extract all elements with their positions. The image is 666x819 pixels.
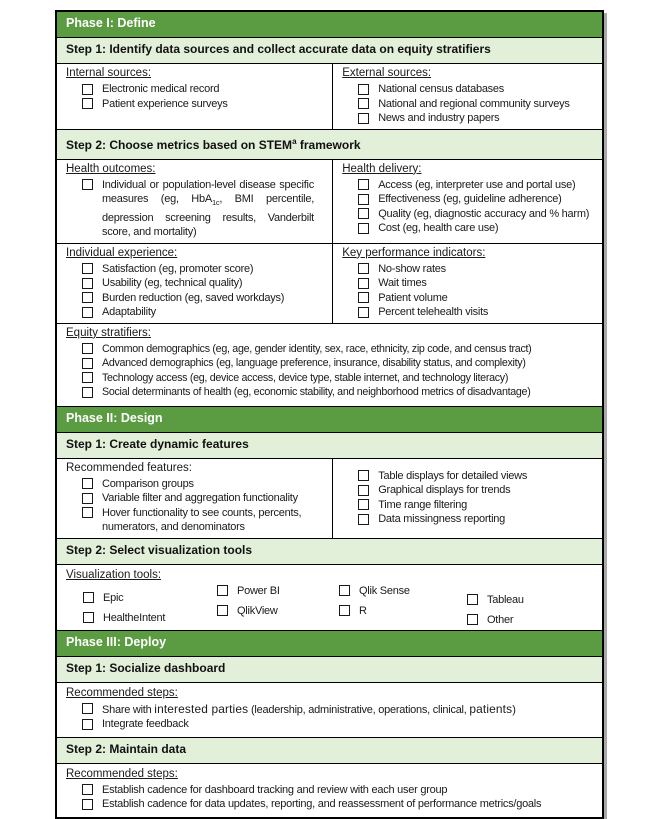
item-text: , BMI percentile, depression screening results, Vanderbilt score, and mortality) xyxy=(102,193,314,239)
item-label: Access (eg, interpreter use and portal use) xyxy=(378,178,576,191)
item-label xyxy=(102,178,314,240)
item-label: R xyxy=(359,604,367,617)
phase-2-step-1-header: Step 1: Create dynamic features xyxy=(57,433,602,459)
item-label xyxy=(102,702,516,718)
checkbox-icon[interactable] xyxy=(82,784,93,795)
checklist-item xyxy=(340,111,597,126)
checkbox-icon[interactable] xyxy=(82,292,93,303)
phase-3-step-1-header: Step 1: Socialize dashboard xyxy=(57,657,602,683)
item-label: Wait times xyxy=(378,277,427,290)
checklist-item xyxy=(64,276,327,291)
checklist-item xyxy=(64,342,597,357)
checkbox-icon[interactable] xyxy=(217,605,228,616)
checkbox-icon[interactable] xyxy=(358,485,369,496)
checklist-item xyxy=(64,371,597,386)
external-sources-heading: External sources: xyxy=(342,67,432,79)
checkbox-icon[interactable] xyxy=(358,514,369,525)
checklist-item xyxy=(217,581,280,601)
visualization-tools-heading: Visualization tools: xyxy=(66,568,162,581)
checklist-item xyxy=(64,717,597,732)
checkbox-icon[interactable] xyxy=(82,84,93,95)
checkbox-icon[interactable] xyxy=(339,605,350,616)
checklist-item xyxy=(340,512,597,527)
item-label: Tableau xyxy=(487,593,524,606)
item-label: Establish cadence for data updates, reporting, and reassessment of performance metrics/goals xyxy=(102,798,542,811)
phase-1-step-2-header xyxy=(57,130,602,160)
checklist-item xyxy=(339,581,410,601)
item-label: Percent telehealth visits xyxy=(378,306,489,319)
maintain-data-row xyxy=(57,764,602,817)
checklist-item xyxy=(64,783,597,798)
dashboard-checklist-table xyxy=(55,10,604,819)
item-label: Effectiveness (eg, guideline adherence) xyxy=(378,193,562,205)
checkbox-icon[interactable] xyxy=(358,470,369,481)
item-label: Technology access (eg, device access, device type, stable internet, and technology literacy) xyxy=(102,371,509,384)
checkbox-icon[interactable] xyxy=(82,98,93,109)
item-label: Advanced demographics (eg, language preference, insurance, disability status, and complexity) xyxy=(102,357,526,370)
item-label: Quality (eg, diagnostic accuracy and % harm) xyxy=(378,207,590,220)
key-performance-indicators-cell xyxy=(332,244,602,323)
item-label: Other xyxy=(487,613,514,626)
data-sources-row xyxy=(57,64,602,130)
checkbox-icon[interactable] xyxy=(339,585,350,596)
item-label: Epic xyxy=(103,591,124,604)
item-text: (leadership, administrative, operations, clinical, xyxy=(248,703,470,716)
checkbox-icon[interactable] xyxy=(82,719,93,730)
checkbox-icon[interactable] xyxy=(358,307,369,318)
item-label: Comparison groups xyxy=(102,477,194,490)
recommended-steps-heading: Recommended steps: xyxy=(66,767,178,780)
internal-sources-cell xyxy=(57,64,332,129)
checkbox-icon[interactable] xyxy=(217,585,228,596)
checklist-item xyxy=(64,491,327,506)
item-label: Graphical displays for trends xyxy=(378,484,511,497)
checklist-item xyxy=(340,483,597,498)
equity-stratifiers-row xyxy=(57,324,602,407)
item-label: Usability (eg, technical quality) xyxy=(102,277,243,290)
checkbox-icon[interactable] xyxy=(82,263,93,274)
item-label: National census databases xyxy=(378,83,505,95)
checklist-item xyxy=(64,305,327,320)
item-label: Variable filter and aggregation functionality xyxy=(102,492,298,505)
item-label: QlikView xyxy=(237,604,278,617)
checklist-item xyxy=(340,305,597,320)
tools-column-2 xyxy=(217,581,280,621)
checklist-item xyxy=(340,291,597,306)
checklist-item xyxy=(340,97,597,112)
item-label: Patient volume xyxy=(378,291,448,304)
checkbox-icon[interactable] xyxy=(358,278,369,289)
checklist-item xyxy=(83,588,165,608)
item-text: ) xyxy=(512,703,516,716)
step-title-text: framework xyxy=(296,137,361,152)
checklist-item xyxy=(340,498,597,513)
item-label: News and industry papers xyxy=(378,112,500,124)
checkbox-icon[interactable] xyxy=(82,343,93,354)
item-label: Cost (eg, health care use) xyxy=(378,222,499,234)
checkbox-icon[interactable] xyxy=(82,799,93,810)
checkbox-icon[interactable] xyxy=(82,179,93,190)
socialize-dashboard-row xyxy=(57,683,602,738)
checkbox-icon[interactable] xyxy=(82,507,93,518)
checkbox-icon[interactable] xyxy=(358,98,369,109)
checklist-item xyxy=(340,469,597,484)
item-label: Qlik Sense xyxy=(359,584,410,597)
checkbox-icon[interactable] xyxy=(358,113,369,124)
item-label: Burden reduction (eg, saved workdays) xyxy=(102,291,285,304)
checklist-item xyxy=(340,262,597,277)
recommended-features-heading: Recommended features: xyxy=(66,461,192,474)
item-label: National and regional community surveys xyxy=(378,97,570,110)
checklist-item xyxy=(64,385,597,400)
checklist-item xyxy=(340,178,597,193)
phase-2-step-2-header: Step 2: Select visualization tools xyxy=(57,539,602,565)
checklist-item xyxy=(64,178,327,240)
internal-sources-heading: Internal sources: xyxy=(66,67,152,79)
tools-column-1 xyxy=(83,588,165,628)
item-label: No-show rates xyxy=(378,262,446,275)
phase-1-step-1-header: Step 1: Identify data sources and collect accurate data on equity stratifiers xyxy=(57,38,602,64)
checklist-item xyxy=(64,506,327,535)
phase-1-header: Phase I: Define xyxy=(57,12,602,38)
checklist-item xyxy=(64,356,597,371)
checkbox-icon[interactable] xyxy=(358,208,369,219)
checkbox-icon[interactable] xyxy=(82,307,93,318)
health-delivery-heading: Health delivery: xyxy=(342,162,422,175)
key-performance-indicators-heading: Key performance indicators: xyxy=(342,246,486,259)
checklist-item xyxy=(340,207,597,222)
visualization-tools-row xyxy=(57,565,602,631)
item-text: Share with xyxy=(102,703,155,716)
maintain-steps-cell xyxy=(57,764,602,817)
item-label: Table displays for detailed views xyxy=(378,469,528,482)
checkbox-icon[interactable] xyxy=(358,499,369,510)
item-text-alt-font: interested parties xyxy=(154,701,249,716)
individual-experience-cell xyxy=(57,244,332,323)
health-delivery-cell xyxy=(332,160,602,243)
item-text: Individual or population-level disease specific measures (eg, HbA xyxy=(102,178,314,205)
checkbox-icon[interactable] xyxy=(82,387,93,398)
item-label: Establish cadence for dashboard tracking and review with each user group xyxy=(102,783,448,796)
phase-2-header: Phase II: Design xyxy=(57,407,602,433)
item-label: Patient experience surveys xyxy=(102,97,228,110)
checklist-item xyxy=(64,262,327,277)
item-label: Common demographics (eg, age, gender identity, sex, race, ethnicity, zip code, and census tract) xyxy=(102,342,532,355)
dynamic-features-row xyxy=(57,459,602,539)
checkbox-icon[interactable] xyxy=(467,614,478,625)
item-label: Satisfaction (eg, promoter score) xyxy=(102,262,254,275)
individual-experience-heading: Individual experience: xyxy=(66,246,178,259)
recommended-features-cell xyxy=(57,459,332,538)
checkbox-icon[interactable] xyxy=(83,592,94,603)
checkbox-icon[interactable] xyxy=(83,612,94,623)
checkbox-icon[interactable] xyxy=(358,194,369,205)
checkbox-icon[interactable] xyxy=(358,84,369,95)
checkbox-icon[interactable] xyxy=(82,358,93,369)
checkbox-icon[interactable] xyxy=(82,478,93,489)
item-label: Social determinants of health (eg, economic stability, and neighborhood metrics of disadvantage) xyxy=(102,386,531,399)
tools-column-4 xyxy=(467,590,524,630)
footnote-marker: a xyxy=(292,136,297,146)
checklist-item xyxy=(83,608,165,628)
tools-column-3 xyxy=(339,581,410,621)
checkbox-icon[interactable] xyxy=(358,263,369,274)
checklist-item xyxy=(467,610,524,630)
checkbox-icon[interactable] xyxy=(467,594,478,605)
checkbox-icon[interactable] xyxy=(82,278,93,289)
item-label: Time range filtering xyxy=(378,498,467,511)
checklist-item xyxy=(64,477,327,492)
checkbox-icon[interactable] xyxy=(82,493,93,504)
checklist-item xyxy=(340,192,597,207)
checklist-item xyxy=(64,291,327,306)
item-label: Data missingness reporting xyxy=(378,513,506,526)
checklist-item xyxy=(64,82,327,97)
checkbox-icon[interactable] xyxy=(358,179,369,190)
subscript-text: 1c xyxy=(211,198,220,208)
health-outcomes-heading: Health outcomes: xyxy=(66,162,156,175)
checklist-item xyxy=(64,797,597,812)
item-label: Hover functionality to see counts, percents, numerators, and denominators xyxy=(102,506,302,534)
display-features-cell xyxy=(332,459,602,538)
item-text-alt-font: patients xyxy=(469,701,513,716)
item-label: Integrate feedback xyxy=(102,718,189,731)
checkbox-icon[interactable] xyxy=(358,292,369,303)
checkbox-icon[interactable] xyxy=(82,372,93,383)
checklist-item xyxy=(217,601,280,621)
step-title-text: Step 2: Choose metrics based on STEM xyxy=(66,137,293,152)
phase-3-header: Phase III: Deploy xyxy=(57,631,602,657)
checklist-item xyxy=(340,221,597,236)
checklist-item xyxy=(340,82,597,97)
checkbox-icon[interactable] xyxy=(358,223,369,234)
health-outcomes-cell xyxy=(57,160,332,243)
external-sources-cell xyxy=(332,64,602,129)
checklist-item xyxy=(64,702,597,718)
equity-stratifiers-heading: Equity stratifiers: xyxy=(66,326,151,339)
recommended-steps-heading: Recommended steps: xyxy=(66,686,178,699)
equity-stratifiers-cell xyxy=(57,324,602,406)
checklist-item xyxy=(64,97,327,112)
item-label: Electronic medical record xyxy=(102,83,220,95)
item-label: Power BI xyxy=(237,584,280,597)
checklist-item xyxy=(467,590,524,610)
health-metrics-row xyxy=(57,160,602,244)
phase-3-step-2-header: Step 2: Maintain data xyxy=(57,738,602,764)
checklist-item xyxy=(340,276,597,291)
checkbox-icon[interactable] xyxy=(82,703,93,714)
item-label: Adaptability xyxy=(102,306,156,319)
item-label: HealtheIntent xyxy=(103,611,166,624)
checklist-item xyxy=(339,601,410,621)
socialize-steps-cell xyxy=(57,683,602,737)
experience-kpi-row xyxy=(57,244,602,324)
